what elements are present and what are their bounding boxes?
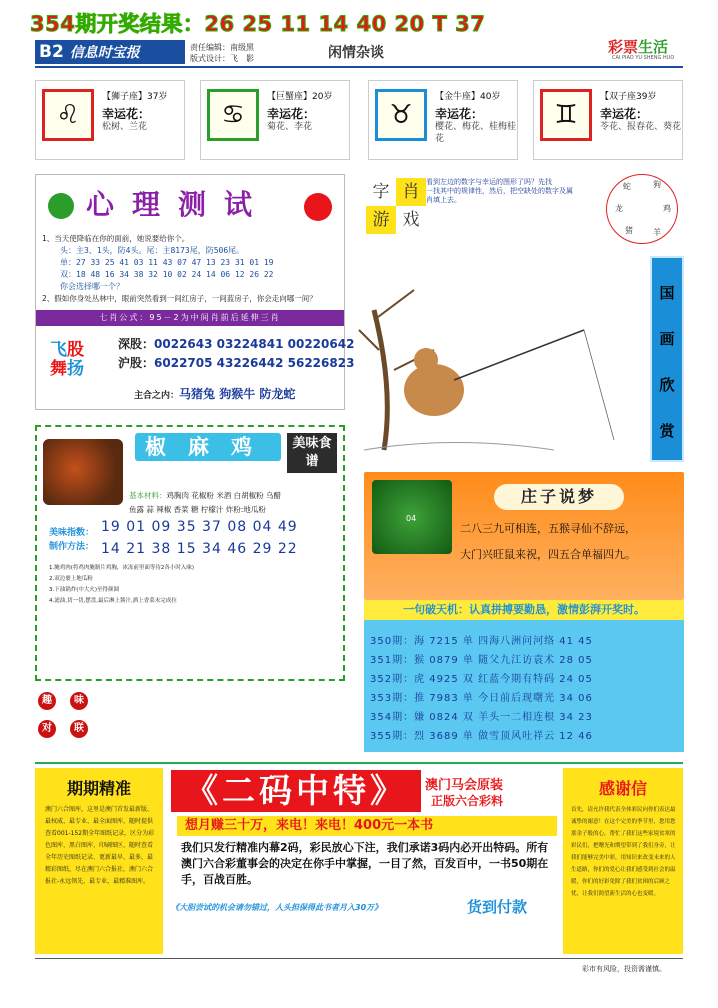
recipe-numbers-2: 14 21 38 15 34 46 29 22 <box>101 541 298 557</box>
emz-month: 想月赚三十万，来电！来电！400元一本书 <box>177 816 557 836</box>
zodiac-card <box>533 80 683 160</box>
psychology-test-panel <box>35 174 355 410</box>
zodiac-card <box>200 80 350 160</box>
zodiac-card <box>35 80 185 160</box>
flower-icon <box>304 193 332 221</box>
ermazhongte-ad <box>171 768 559 954</box>
emz-title: 《二码中特》 <box>171 770 421 812</box>
monkey-fishing-painting <box>354 250 638 460</box>
twins-icon: ♊ <box>540 89 592 141</box>
stock-numbers: 深股：0022643 03224841 00220642 沪股：6022705 43226442 56226823 <box>118 337 355 370</box>
footer-rule <box>35 958 683 959</box>
method-label: 制作方法： <box>49 542 95 552</box>
editor-credit <box>190 42 254 64</box>
designer-line: 版式设计：飞 影 <box>190 54 254 63</box>
tianji-line: 一句破天机：认真拼搏要勤恳，激情彭湃开奖时。 <box>364 600 684 620</box>
recipe-tag: 美味食谱 <box>287 433 337 473</box>
lantern-decoration: 趣 味 对 联 <box>38 692 100 746</box>
zodiac-name: 【金牛座】40岁 <box>435 92 501 102</box>
recipe-numbers-1: 19 01 09 35 37 08 04 49 <box>101 519 298 535</box>
zodiac-flowers: 菊花、李花 <box>267 122 313 132</box>
recipe-ingredients: 基本材料：鸡胸肉 花椒粉 米酒 白胡椒粉 乌醋 鱼露 蒜 辣椒 香菜 糖 柠檬汁 炸粉:地瓜粉 <box>129 491 282 514</box>
brand-sub: CAI PIAO YU SHENG HUO <box>612 55 675 61</box>
emz-side-2: 正版六合彩料 <box>431 794 504 808</box>
record-row: 351期：猴 0879 单 随父九江访袁术 28 05 <box>370 655 593 666</box>
zodiac-lucky: 幸运花： <box>102 107 151 121</box>
dish-photo <box>43 439 123 505</box>
history-records <box>364 620 684 752</box>
zz-line-1: 二八三九可相连，五猴寻仙不辞远， <box>460 522 636 535</box>
stock-logo: 飞股 舞扬 <box>50 340 84 379</box>
zodiac-wheel: 蛇 狗 龙 鸡 猪 羊 <box>606 174 678 244</box>
zhuangzi-dream-panel <box>364 472 684 600</box>
psy-question-2: 2、假如你身处丛林中，眼前突然看到一间红房子，一间蓝房子，你会走向哪一间？ <box>42 294 317 303</box>
zodiac-flowers: 苓花、报春花、葵花 <box>600 122 682 132</box>
zodiac-lucky: 幸运花： <box>600 107 649 121</box>
psy-rows: 头：主3、1头，防4头。尾：主8173尾，防506尾。 单：27 33 25 41 03 11 43 07 47 13 23 31 01 19 双：18 48 16 34 38 32 10 02 24 14 06 12 26 22 你会选择哪一个？ <box>60 246 274 291</box>
crab-icon: ♋ <box>207 89 259 141</box>
record-row: 355期：烈 3689 单 做雪顶风吐祥云 12 46 <box>370 731 593 742</box>
guohua-banner: 国 画 欣 赏 <box>650 256 684 462</box>
recipe-panel <box>35 425 345 681</box>
cod-label: 货到付款 <box>467 898 528 916</box>
pj-body: 澳门六合图库，这里是澳门首发最新版、最权威、最专业、最全面图库，随时提供查看001-152期全年图纸记录，区分为彩色图库、黑白图库、印刷图区、随时查看全年历史图纸记录、更新最早、最多，最精彩图纸，尽在澳门六合报社，澳门六合报社-永远领先，最专业，最精准图库。 <box>45 806 155 885</box>
psy-question-1: 1、当天使降临在你的面前，她说要给你个。 <box>42 234 190 243</box>
word-game-text: 看到左边的数字与幸运的图形了吗？先找 一找其中的规律性，然后，把空缺处的数字及属 肖填上去。 <box>426 178 573 204</box>
brand-logo <box>608 36 668 57</box>
editor-line: 责任编辑：南级黑 <box>190 43 254 52</box>
risk-warning: 彩市有风险，投资需谨慎。 <box>582 965 666 973</box>
section-badge <box>35 40 185 64</box>
recipe-steps: 1.腌鸡肉(将鸡肉腌制片鸡胸，冰冻前里面等待2各小时入味) 2.双边裹上地瓜粉 3.下油锅炸(中大火)至得颜圆 4.滤油,切一切,摆盘,最后淋上酱汁,洒上香菜末完成拉 <box>49 565 195 604</box>
rating-label: 美味指数： <box>49 528 95 538</box>
thanks-letter <box>563 768 683 954</box>
gx-title: 感谢信 <box>598 779 647 798</box>
word-game: 字 肖 游 戏 <box>366 178 428 238</box>
zz-title: 庄子说梦 <box>494 484 624 510</box>
leaf-number: 04 <box>406 514 417 523</box>
psy-title: 心理测试 <box>86 188 271 221</box>
accuracy-ad <box>35 768 163 954</box>
clover-icon <box>48 193 74 219</box>
recipe-title: 椒麻鸡 <box>135 433 281 461</box>
brand-b: 生活 <box>638 38 669 56</box>
draw-result-banner: 354期开奖结果：26 25 11 14 40 20 T 37 <box>30 12 486 36</box>
pj-title: 期期精准 <box>66 779 131 798</box>
zodiac-lucky: 幸运花： <box>435 107 484 121</box>
header-rule <box>35 66 683 68</box>
record-row: 353期：推 7983 单 今日前后现曙光 34 06 <box>370 693 593 704</box>
paper-name: 信息时宝报 <box>69 45 140 61</box>
gx-body: 首先，请允许我代表全体彩民向你们表达最诚挚的谢意！在这个完美的季节里，您用您那金子般的心，帮忙了我们这些家境贫寒的彩民们，把曙光和期望带到了我们身旁，让我们能够完美中彩，用知识来改变未来的人生道路，你们的爱心让我们感受到社会的温暖，你们的好彩免除了我们贫困的后顾之忧，让我们渴望新生活的心也变暖。 <box>571 807 676 897</box>
zodiac-name: 【狮子座】37岁 <box>102 92 168 102</box>
zodiac-flowers: 松树、兰花 <box>102 122 148 132</box>
psy-sub: 主合之内：马猪兔 狗猴牛 防龙蛇 <box>134 387 296 401</box>
record-row: 350期：海 7215 单 四海八洲问河络 41 45 <box>370 636 593 647</box>
zz-line-2: 大门兴旺鼠来祝，四五合单福四九。 <box>460 548 636 561</box>
bottom-ads <box>35 762 683 958</box>
lion-icon: ♌ <box>42 89 94 141</box>
emz-foot: 《大胆尝试的机会请勿错过，人头担保得此书者月入30万》 <box>171 903 383 912</box>
record-row: 354期：嫌 0824 双 羊头一二相连根 34 23 <box>370 712 593 723</box>
zodiac-card <box>368 80 518 160</box>
brand-a: 彩票 <box>608 38 639 56</box>
zodiac-flowers: 樱花、梅花、桂梅桂花 <box>435 122 517 144</box>
zodiac-name: 【巨蟹座】20岁 <box>267 92 333 102</box>
zodiac-lucky: 幸运花： <box>267 107 316 121</box>
formula-band: 七肖公式：95－2为中间肖前后延伸三肖 <box>36 310 344 326</box>
zodiac-name: 【双子座39岁 <box>600 92 657 102</box>
emz-side-1: 澳门马会原装 <box>425 778 504 793</box>
emz-body: 我们只发行精准内幕2码，彩民放心下注，我们承诺3码内必开出特码。所有澳门六合彩董事会的决定在你手中掌握，一目了然，百发百中，一书50期在手，百战百胜。 <box>181 841 549 886</box>
record-row: 352期：虎 4925 双 红蓝今期有特码 24 05 <box>370 674 593 685</box>
bull-icon: ♉ <box>375 89 427 141</box>
page-topic: 闲情杂谈 <box>328 45 384 61</box>
section-code: B2 <box>39 42 64 62</box>
